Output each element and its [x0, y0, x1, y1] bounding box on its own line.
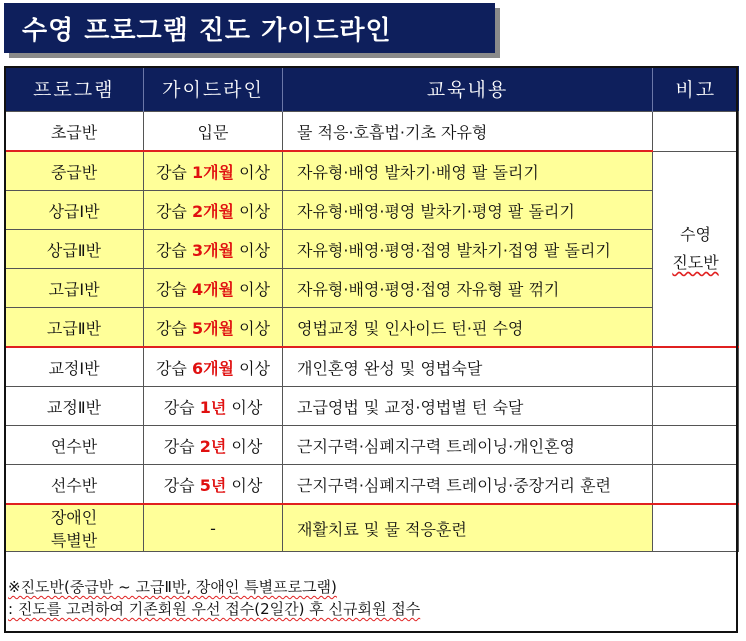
guideline-prefix: 강습 — [155, 162, 192, 182]
footer-note — [8, 576, 732, 620]
guideline-cell: - — [144, 504, 283, 552]
content-cell: 영법교정 및 인사이드 턴·핀 수영 — [283, 308, 653, 348]
guideline-prefix: 강습 — [155, 279, 192, 299]
header-program: 프로그램 — [5, 66, 144, 112]
content-cell: 근지구력·심폐지구력 트레이닝·개인혼영 — [283, 426, 653, 465]
guideline-period: 3개월 — [191, 240, 235, 260]
program-line2: 특별반 — [50, 531, 98, 550]
content-cell: 자유형·배영 발차기·배영 팔 돌리기 — [283, 151, 653, 191]
program-cell: 초급반 — [5, 112, 144, 152]
content-cell: 자유형·배영·평영·접영 발차기·접영 팔 돌리기 — [283, 230, 653, 269]
guideline-prefix: 강습 — [155, 240, 192, 260]
title-banner — [4, 3, 495, 53]
guideline-suffix: 이상 — [234, 162, 271, 182]
guideline-suffix: 이상 — [226, 397, 263, 417]
program-cell: 고급Ⅰ반 — [5, 269, 144, 308]
guideline-suffix: 이상 — [234, 318, 271, 338]
guideline-period: 2개월 — [191, 201, 235, 221]
content-cell: 근지구력·심폐지구력 트레이닝·중장거리 훈련 — [283, 465, 653, 505]
guideline-period: 5년 — [199, 475, 227, 495]
guideline-period: 1년 — [199, 397, 227, 417]
guideline-period: 6개월 — [191, 358, 235, 378]
guideline-prefix: 강습 — [155, 358, 192, 378]
program-cell: 상급Ⅱ반 — [5, 230, 144, 269]
guideline-prefix: 강습 — [163, 475, 200, 495]
guideline-text: 입문 — [197, 122, 229, 142]
guideline-prefix: 강습 — [155, 318, 192, 338]
guideline-period: 5개월 — [191, 318, 235, 338]
program-cell: 교정Ⅰ반 — [5, 347, 144, 387]
program-cell: 교정Ⅱ반 — [5, 387, 144, 426]
program-cell: 선수반 — [5, 465, 144, 505]
program-line1: 장애인 — [50, 508, 98, 527]
program-cell: 고급Ⅱ반 — [5, 308, 144, 348]
header-guideline: 가이드라인 — [144, 66, 283, 112]
footer-line2: : 진도를 고려하여 기존회원 우선 접수(2일간) 후 신규회원 접수 — [8, 600, 421, 618]
note-line1: 수영 — [680, 224, 711, 244]
guideline-period: 4개월 — [191, 279, 235, 299]
guideline-suffix: 이상 — [234, 240, 271, 260]
footer-line1: ※진도반(중급반 ~ 고급Ⅱ반, 장애인 특별프로그램) — [8, 578, 337, 596]
guideline-suffix: 이상 — [234, 358, 271, 378]
guideline-suffix: 이상 — [226, 436, 263, 456]
note-line2: 진도반 — [672, 252, 719, 272]
guideline-period: 1개월 — [191, 162, 235, 182]
content-cell: 물 적응·호흡법·기초 자유형 — [283, 112, 653, 152]
guideline-prefix: 강습 — [155, 201, 192, 221]
page-title: 수영 프로그램 진도 가이드라인 — [22, 15, 392, 46]
program-cell: 중급반 — [5, 151, 144, 191]
content-cell: 개인혼영 완성 및 영법숙달 — [283, 347, 653, 387]
guideline-prefix: 강습 — [163, 397, 200, 417]
header-note: 비고 — [653, 66, 739, 112]
guideline-suffix: 이상 — [234, 279, 271, 299]
guideline-suffix: 이상 — [234, 201, 271, 221]
program-cell: 상급Ⅰ반 — [5, 191, 144, 230]
guideline-period: 2년 — [199, 436, 227, 456]
content-cell: 고급영법 및 교정·영법별 턴 숙달 — [283, 387, 653, 426]
program-cell: 연수반 — [5, 426, 144, 465]
content-cell: 자유형·배영·평영·접영 자유형 팔 꺾기 — [283, 269, 653, 308]
header-content: 교육내용 — [283, 66, 653, 112]
guideline-suffix: 이상 — [226, 475, 263, 495]
content-cell: 자유형·배영·평영 발차기·평영 팔 돌리기 — [283, 191, 653, 230]
table-frame — [4, 66, 738, 633]
content-cell: 재활치료 및 물 적응훈련 — [283, 504, 653, 552]
guideline-prefix: 강습 — [163, 436, 200, 456]
